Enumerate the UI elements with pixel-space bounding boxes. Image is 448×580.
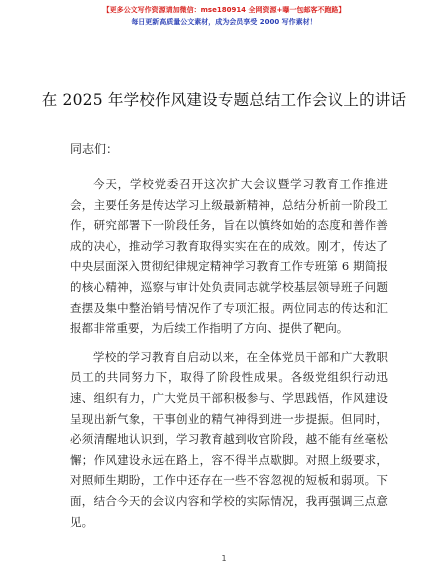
document-title: 在 2025 年学校作风建设专题总结工作会议上的讲话 xyxy=(41,91,407,109)
greeting: 同志们： xyxy=(70,142,119,156)
document-body xyxy=(70,174,388,542)
header-banner xyxy=(0,4,448,28)
banner-promo-line: 【更多公文写作资源请加微信：mse180914 全网资源+曝一包邮客不跑路】 xyxy=(102,6,346,14)
paragraph: 学校的学习教育自启动以来，在全体党员干部和广大教职员工的共同努力下，取得了阶段性成果。各级党组织行动迅速、组织有力，广大党员干部积极参与、学思践悟，作风建设呈现出新气象，干事创业的精气神得到进一步提振。但同时，必须清醒地认识到，学习教育越到收官阶段，越不能有丝毫松懈；作风建设永远在路上，容不得半点歇脚。对照上级要求，对照师生期盼，工作中还存在一些不容忽视的短板和弱项。下面，结合今天的会议内容和学校的实际情况，我再强调三点意见。 xyxy=(70,349,388,529)
page-number: 1 xyxy=(221,554,227,563)
paragraph: 今天，学校党委召开这次扩大会议暨学习教育工作推进会，主要任务是传达学习上级最新精神，总结分析前一阶段工作，研究部署下一阶段任务，旨在以慎终如始的态度和善作善成的决心，推动学习教育取得实实在在的成效。刚才，传达了中央层面深入贯彻纪律规定精神学习教育工作专班第 6 期简报的核心精神，巡察与审计处负责同志就学校基层领导班子问题查摆及集中整治销号情况作了专项汇报。两位同志的传达和汇报都非常重要，为后续工作指明了方向、提供了靶向。 xyxy=(70,177,388,336)
banner-membership-line: 每日更新高质量公文素材，成为会员享受 2000 写作素材！ xyxy=(131,18,317,26)
